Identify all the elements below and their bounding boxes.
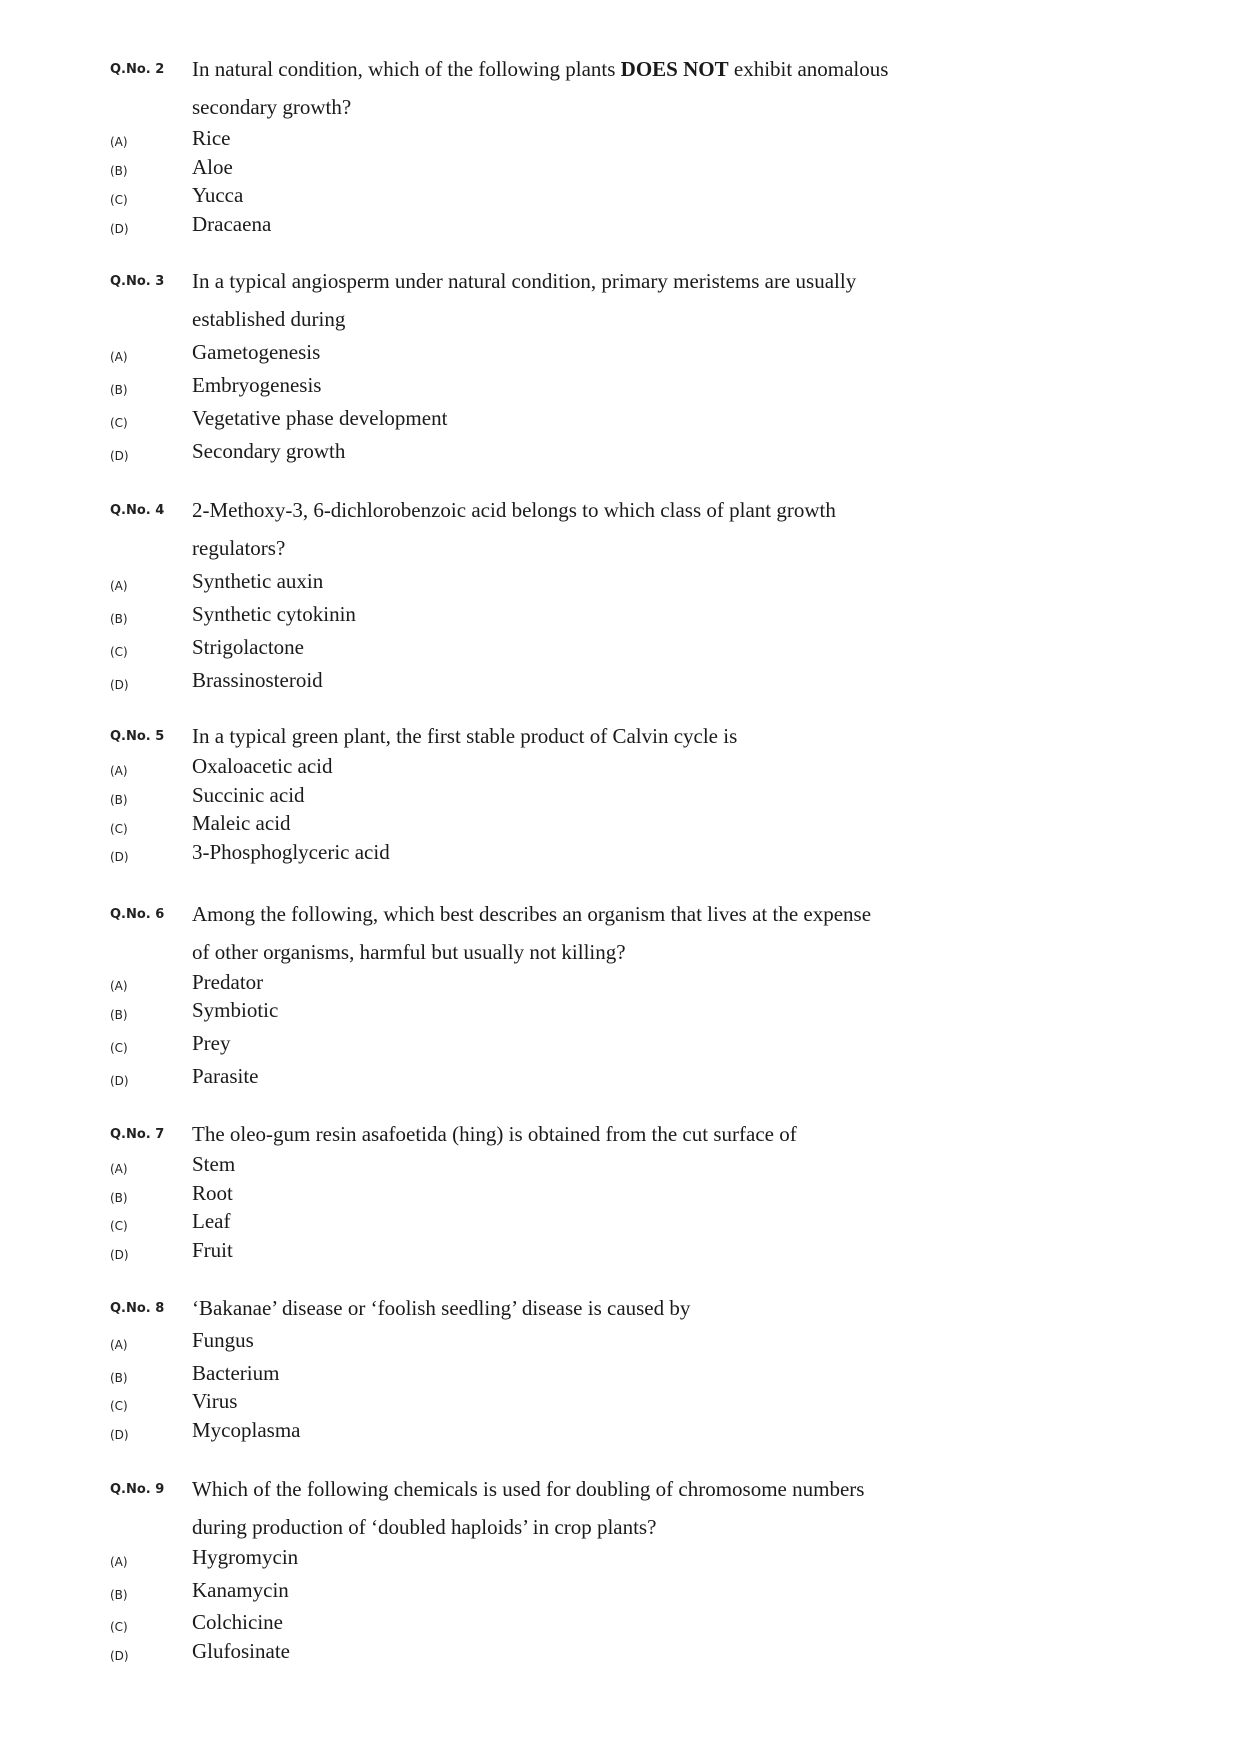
option-text: Parasite: [192, 1064, 259, 1088]
option-text: Colchicine: [192, 1610, 283, 1634]
option-letter: (A): [110, 1162, 128, 1176]
option-letter: (D): [110, 1428, 129, 1442]
option-letter: (D): [110, 222, 129, 236]
question-stem: [192, 1470, 952, 1546]
option-letter: (D): [110, 1248, 129, 1262]
option-text: Fruit: [192, 1238, 233, 1262]
option-text: Oxaloacetic acid: [192, 754, 333, 778]
question-number: Q.No. 9: [110, 1482, 165, 1497]
stem-line: Among the following, which best describes an organism that lives at the expense: [192, 902, 872, 926]
option-letter: (C): [110, 645, 128, 659]
option-letter: (B): [110, 793, 128, 807]
option-letter: (D): [110, 678, 129, 692]
option-letter: (C): [110, 1399, 128, 1413]
stem-emphasis: DOES NOT: [620, 57, 729, 81]
option-text: Predator: [192, 970, 264, 994]
option-text: Leaf: [192, 1209, 231, 1233]
question-number: Q.No. 4: [110, 503, 165, 518]
stem-line: of other organisms, harmful but usually not killing?: [192, 940, 626, 964]
question-number: Q.No. 8: [110, 1301, 165, 1316]
option-text: Strigolactone: [192, 635, 304, 659]
option-letter: (D): [110, 850, 129, 864]
question-stem: [192, 1115, 952, 1153]
option-letter: (B): [110, 164, 128, 178]
option-letter: (C): [110, 193, 128, 207]
stem-line: 2-Methoxy-3, 6-dichlorobenzoic acid belongs to which class of plant growth: [192, 498, 836, 522]
question-stem: [192, 1289, 952, 1327]
option-letter: (A): [110, 979, 128, 993]
stem-line: In a typical angiosperm under natural condition, primary meristems are usually: [192, 269, 857, 293]
stem-line: established during: [192, 307, 346, 331]
option-text: Yucca: [192, 183, 244, 207]
option-text: Vegetative phase development: [192, 406, 448, 430]
option-letter: (B): [110, 383, 128, 397]
question-stem: [192, 717, 952, 755]
stem-text: In natural condition, which of the following plants: [192, 57, 621, 81]
option-text: Brassinosteroid: [192, 668, 323, 692]
option-text: Hygromycin: [192, 1545, 299, 1569]
stem-line: In a typical green plant, the first stable product of Calvin cycle is: [192, 724, 738, 748]
option-letter: (A): [110, 1338, 128, 1352]
option-letter: (B): [110, 1371, 128, 1385]
stem-line: regulators?: [192, 536, 286, 560]
option-text: 3-Phosphoglyceric acid: [192, 840, 390, 864]
option-text: Synthetic cytokinin: [192, 602, 356, 626]
question-number: Q.No. 3: [110, 274, 165, 289]
option-text: Fungus: [192, 1328, 254, 1352]
stem-line: The oleo-gum resin asafoetida (hing) is obtained from the cut surface of: [192, 1122, 797, 1146]
option-text: Embryogenesis: [192, 373, 322, 397]
stem-text: exhibit anomalous secondary growth?: [192, 57, 889, 119]
option-letter: (B): [110, 612, 128, 626]
option-letter: (A): [110, 764, 128, 778]
option-text: Glufosinate: [192, 1639, 290, 1663]
option-letter: (C): [110, 822, 128, 836]
option-letter: (D): [110, 1074, 129, 1088]
question-stem: [192, 895, 952, 971]
option-letter: (A): [110, 135, 128, 149]
question-stem: [192, 50, 952, 126]
option-text: Maleic acid: [192, 811, 291, 835]
option-letter: (A): [110, 350, 128, 364]
option-letter: (B): [110, 1008, 128, 1022]
option-text: Kanamycin: [192, 1578, 289, 1602]
option-letter: (D): [110, 1649, 129, 1663]
question-number: Q.No. 6: [110, 907, 165, 922]
option-letter: (C): [110, 1620, 128, 1634]
option-letter: (D): [110, 449, 129, 463]
stem-line: ‘Bakanae’ disease or ‘foolish seedling’ disease is caused by: [192, 1296, 691, 1320]
option-text: Virus: [192, 1389, 238, 1413]
option-text: Synthetic auxin: [192, 569, 324, 593]
stem-line: Which of the following chemicals is used for doubling of chromosome numbers: [192, 1477, 865, 1501]
option-text: Dracaena: [192, 212, 272, 236]
option-letter: (B): [110, 1588, 128, 1602]
option-letter: (C): [110, 416, 128, 430]
question-stem: [192, 491, 952, 567]
option-letter: (C): [110, 1041, 128, 1055]
question-number: Q.No. 5: [110, 729, 165, 744]
option-letter: (C): [110, 1219, 128, 1233]
option-text: Mycoplasma: [192, 1418, 301, 1442]
option-letter: (A): [110, 1555, 128, 1569]
option-text: Root: [192, 1181, 233, 1205]
option-text: Aloe: [192, 155, 233, 179]
option-text: Prey: [192, 1031, 231, 1055]
option-text: Rice: [192, 126, 231, 150]
option-letter: (B): [110, 1191, 128, 1205]
option-text: Bacterium: [192, 1361, 280, 1385]
question-number: Q.No. 7: [110, 1127, 165, 1142]
option-text: Secondary growth: [192, 439, 346, 463]
question-number: Q.No. 2: [110, 62, 165, 77]
option-text: Symbiotic: [192, 998, 279, 1022]
option-letter: (A): [110, 579, 128, 593]
option-text: Succinic acid: [192, 783, 305, 807]
stem-line: during production of ‘doubled haploids’ in crop plants?: [192, 1515, 657, 1539]
option-text: Gametogenesis: [192, 340, 321, 364]
option-text: Stem: [192, 1152, 236, 1176]
question-stem: [192, 262, 952, 338]
